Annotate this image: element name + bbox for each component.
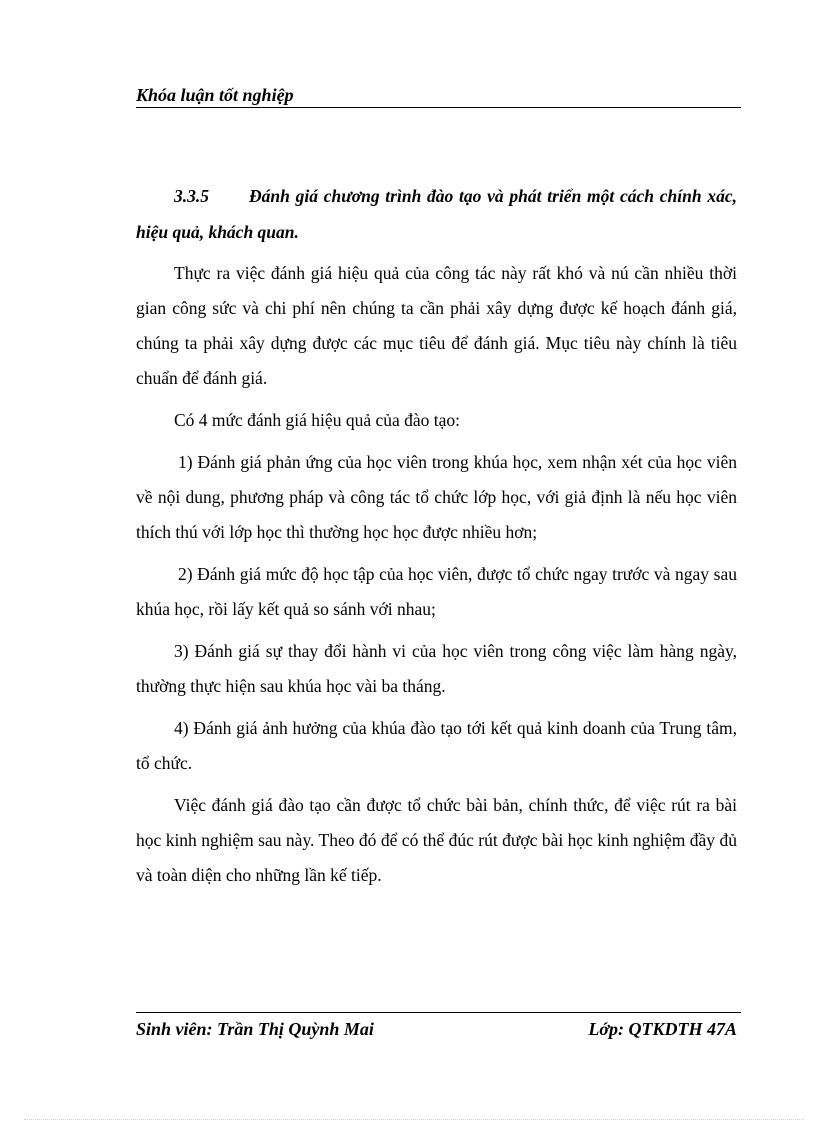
- list-item-level-1: 1) Đánh giá phản ứng của học viên trong khúa học, xem nhận xét của học viên về nội dung, phương pháp và công tác tổ chức lớp học, với giả định là nếu học viên thích thú với lớp học thì thường học học được nhiều hơn;: [136, 452, 737, 542]
- section-heading: [136, 178, 737, 250]
- page-header: [136, 83, 741, 108]
- footer-class: Lớp: QTKDTH 47A: [588, 1019, 737, 1039]
- header-title: Khóa luận tốt nghiệp: [136, 85, 294, 105]
- paragraph-levels-lead: Có 4 mức đánh giá hiệu quả của đào tạo:: [174, 410, 460, 430]
- page-bottom-divider: [24, 1119, 804, 1120]
- list-item-level-3: 3) Đánh giá sự thay đổi hành vi của học viên trong công việc làm hàng ngày, thường thực hiện sau khúa học vài ba tháng.: [136, 641, 737, 696]
- list-item-level-4: 4) Đánh giá ảnh hưởng của khúa đào tạo tới kết quả kinh doanh của Trung tâm, tổ chức.: [136, 718, 737, 773]
- document-body: [136, 178, 737, 900]
- footer-student-name: Sinh viên: Trần Thị Quỳnh Mai: [136, 1019, 374, 1039]
- page-footer: [136, 1012, 741, 1049]
- paragraph-intro: Thực ra việc đánh giá hiệu quả của công tác này rất khó và nú cần nhiều thời gian công sức và chi phí nên chúng ta cần phải xây dựng được kế hoạch đánh giá, chúng ta phải xây dựng được các mục tiêu để đánh giá. Mục tiêu này chính là tiêu chuẩn để đánh giá.: [136, 263, 737, 388]
- paragraph-conclusion: Việc đánh giá đào tạo cần được tổ chức bài bản, chính thức, để việc rút ra bài học kinh nghiệm sau này. Theo đó để có thể đúc rút được bài học kinh nghiệm đầy đủ và toàn diện cho những lần kế tiếp.: [136, 795, 737, 885]
- list-item-level-2: 2) Đánh giá mức độ học tập của học viên, được tổ chức ngay trước và ngay sau khúa học, rồi lấy kết quả so sánh với nhau;: [136, 564, 737, 619]
- section-number: 3.3.5: [174, 186, 209, 206]
- section-title: Đánh giá chương trình đào tạo và phát triển một cách chính xác, hiệu quả, khách quan.: [136, 186, 737, 242]
